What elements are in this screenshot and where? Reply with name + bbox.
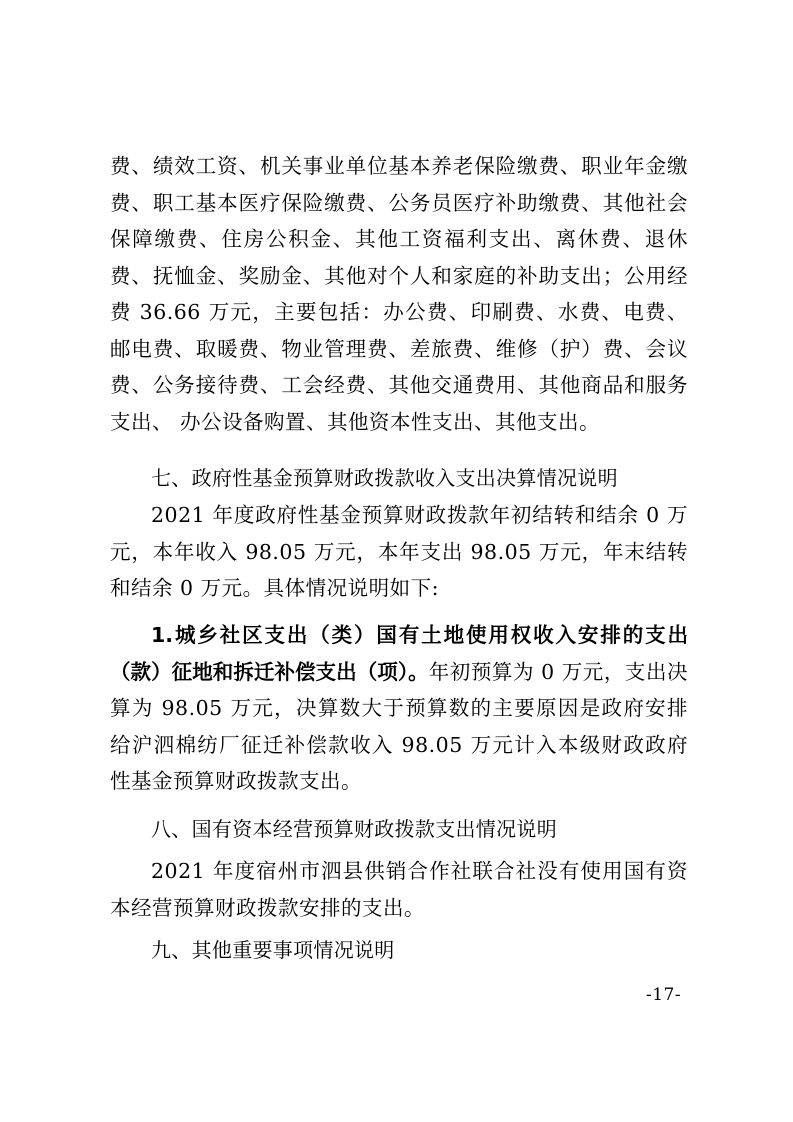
heading-text: 七、政府性基金预算财政拨款收入支出决算情况说明 bbox=[151, 466, 618, 490]
section-9-heading bbox=[110, 932, 688, 969]
section-7-heading bbox=[110, 460, 688, 497]
paragraph-expenditure-continuation bbox=[110, 148, 688, 440]
section-8-heading bbox=[110, 811, 688, 848]
paragraph-text: 费、绩效工资、机关事业单位基本养老保险缴费、职业年金缴费、职工基本医疗保险缴费、公务员医疗补助缴费、其他社会保障缴费、住房公积金、其他工资福利支出、离休费、退休费、抚恤金、奖励金、其他对个人和家庭的补助支出；公用经费 36.66 万元，主要包括：办公费、印刷费、水费、电费、邮电费、取暖费、物业管理费、差旅费、维修（护）费、会议费、公务接待费、工会经费、其他交通费用、其他商品和服务支出、 办公设备购置、其他资本性支出、其他支出。 bbox=[110, 154, 688, 434]
paragraph-text: 2021 年度宿州市泗县供销合作社联合社没有使用国有资本经营预算财政拨款安排的支出。 bbox=[110, 859, 688, 920]
heading-text: 九、其他重要事项情况说明 bbox=[151, 938, 395, 962]
page-number: -17- bbox=[646, 985, 682, 1005]
item-1-title: 1.城乡社区支出（类）国有土地使用权收入安排的支出（款）征地和拆迁补偿支出（项）。 bbox=[110, 623, 688, 684]
item-1-text: 年初预算为 0 万元，支出决算为 98.05 万元，决算数大于预算数的主要原因是政府安排给沪泗棉纺厂征迁补偿款收入 98.05 万元计入本级财政政府性基金预算财政拨款支出。 bbox=[110, 659, 689, 793]
section-7-item-1 bbox=[110, 617, 688, 800]
section-8-paragraph bbox=[110, 853, 688, 926]
heading-text: 八、国有资本经营预算财政拨款支出情况说明 bbox=[151, 817, 557, 841]
paragraph-text: 2021 年度政府性基金预算财政拨款年初结转和结余 0 万元，本年收入 98.05 万元，本年支出 98.05 万元，年末结转和结余 0 万元。具体情况说明如下: bbox=[110, 503, 688, 600]
section-7-paragraph bbox=[110, 497, 688, 607]
